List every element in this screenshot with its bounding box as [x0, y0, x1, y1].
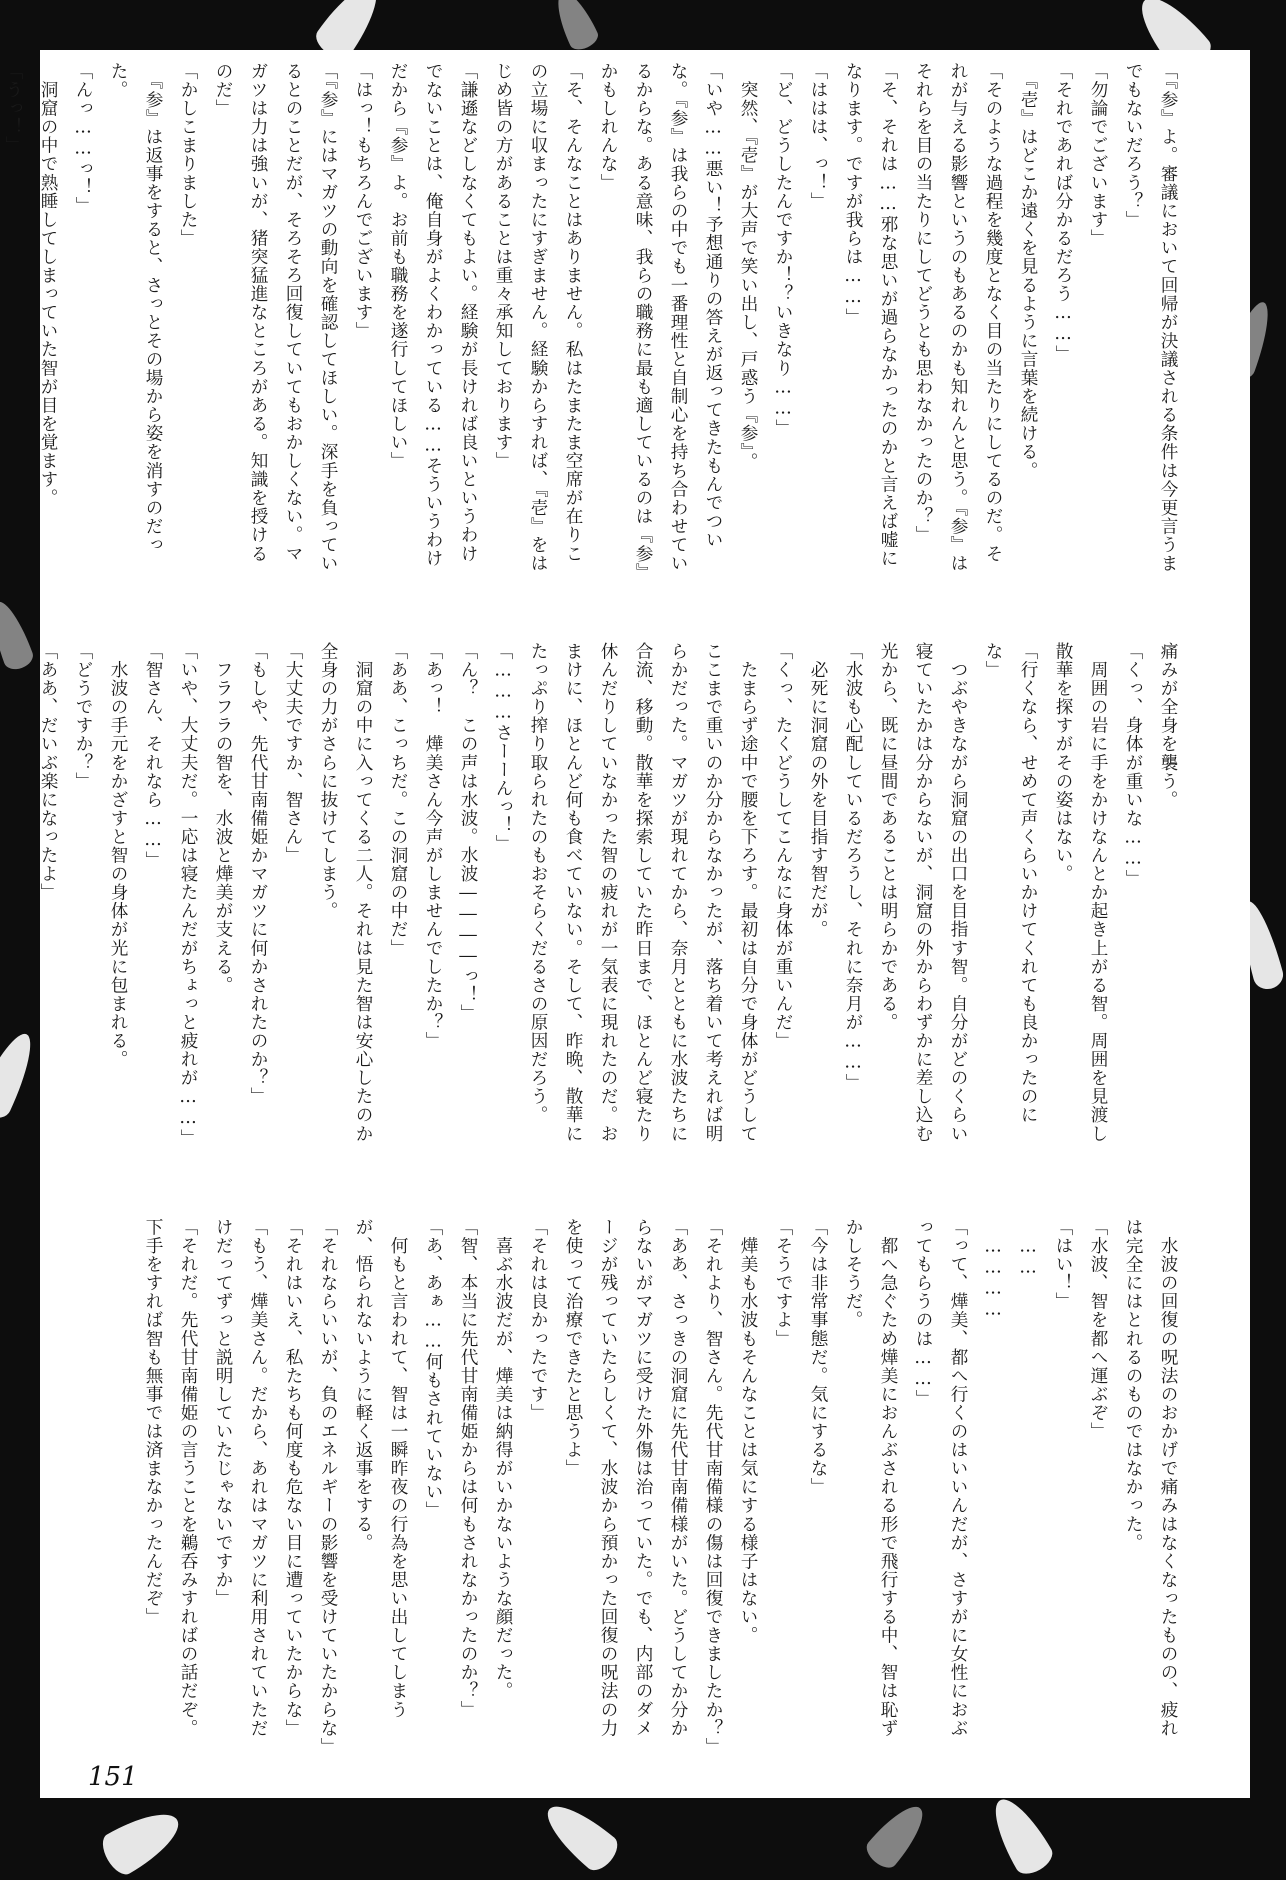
text-block-upper — [3, 62, 1185, 577]
feather-decoration — [97, 1801, 189, 1880]
text-line: 「謙遜などしなくてもよい。経験が長ければ良いというわけでないことは、俺自身がよくわかっている……そういうわけだから『参』よ。お前も職務を遂行してほしい」 — [388, 62, 478, 568]
text-line: 水波の回復の呪法のおかげで痛みはなくなったものの、疲れは完全にはとれるのものではなかった。 — [1123, 1218, 1178, 1738]
text-line: 「もしや、先代甘南備姫かマガツに何かされたのか？」 — [248, 642, 268, 1106]
text-line: 「それは良かったです」 — [528, 1218, 548, 1423]
feather-decoration — [549, 0, 602, 54]
text-line: 「ああ、こっちだ。この洞窟の中だ」 — [388, 642, 408, 958]
text-line: 「智、本当に先代甘南備姫からは何もされなかったのか？」 — [458, 1218, 478, 1719]
text-line: 「ん？ この声は水波。水波――――っ！」 — [458, 642, 478, 1023]
text-line: 「どうですか？」 — [73, 642, 93, 791]
text-line: 「いや、大丈夫だ。一応は寝たんだがちょっと疲れが……」 — [178, 642, 198, 1148]
text-line: 必死に洞窟の外を目指す智だが。 — [808, 642, 828, 939]
text-line: 都へ急ぐため燁美におんぶされる形で飛行する中、智は恥ずかしそうだ。 — [843, 1218, 898, 1738]
text-line: 「かしこまりました」 — [178, 62, 198, 248]
text-line: ………… — [983, 1218, 1003, 1321]
text-line: 痛みが全身を襲う。 — [1158, 642, 1178, 809]
text-line: 「それならいいが、負のエネルギーの影響を受けていたからな」 — [318, 1218, 338, 1756]
text-line: 「『参』よ。審議において回帰が決議される条件は今更言うまでもないだろう？」 — [1123, 62, 1178, 573]
text-line: 「もう、燁美さん。だから、あれはマガツに利用されていただけだってずっと説明していたじゃないですか」 — [213, 1218, 268, 1738]
text-line: 「『参』にはマガツの動向を確認してほしい。深手を負っているとのことだが、そろそろ回復していてもおかしくない。マガツは力は強いが、猪突猛進なところがある。知識を授けるのだ」 — [213, 62, 338, 573]
text-line: 何もと言われて、智は一瞬昨夜の行為を思い出してしまうが、悟られないように軽く返事をする。 — [353, 1218, 408, 1719]
text-line: 「それより、智さん。先代甘南備様の傷は回復できましたか？」 — [703, 1218, 723, 1756]
text-line: 「あ、あぁ……何もされていない」 — [423, 1218, 443, 1520]
text-line: 『壱』はどこか遠くを見るように言葉を続ける。 — [1018, 62, 1038, 480]
text-line: 「大丈夫ですか、智さん」 — [283, 642, 303, 865]
text-line: 「ははは、っ！」 — [808, 62, 828, 211]
text-line: 燁美も水波もそんなことは気にする様子はない。 — [738, 1218, 758, 1645]
text-line: 「行くなら、せめて声くらいかけてくれても良かったのにな」 — [983, 642, 1038, 1125]
text-block-middle — [38, 642, 1185, 1152]
text-line: 『参』は返事をすると、さっとその場から姿を消すのだった。 — [108, 62, 163, 555]
text-line: 「あっ！ 燁美さん今声がしませんでしたか？」 — [423, 642, 443, 1051]
text-line: 「………さーーんっ！」 — [493, 642, 513, 854]
text-line: 「智さん、それなら……」 — [143, 642, 163, 870]
text-line: 「勿論でございます」 — [1088, 62, 1108, 248]
text-line: 「そうですよ」 — [773, 1218, 793, 1348]
text-line: 「ああ、さっきの洞窟に先代甘南備様がいた。どうしてか分からないがマガツに受けた外傷は治っていた。でも、内部のダメージが残っていたらしくて、水波から預かった回復の呪法の力を使って治療できたと思うよ」 — [563, 1218, 688, 1738]
feather-decoration — [862, 1797, 934, 1873]
text-line: 「って、燁美、都へ行くのはいいんだが、さすがに女性におぶってもらうのは……」 — [913, 1218, 968, 1738]
text-line: 「はい！」 — [1053, 1218, 1073, 1311]
text-line: 「それであれば分かるだろう……」 — [1053, 62, 1073, 364]
text-line: 「いや……悪い！予想通りの答えが返ってきたもんでついな。『参』は我らの中でも一番理性と自制心を持ち合わせているからな。ある意味、我らの職務に最も適しているのは『参』かもしれんな」 — [598, 62, 723, 573]
text-line: 「くっ、たくどうしてこんなに身体が重いんだ」 — [773, 642, 793, 1051]
text-line: 「水波も心配しているだろうし、それに奈月が……」 — [843, 642, 863, 1092]
text-line: 「ああ、だいぶ楽になったよ」 — [38, 642, 58, 902]
page-number: 151 — [88, 1762, 138, 1792]
feather-decoration — [983, 1790, 1058, 1879]
text-line: たまらず途中で腰を下ろす。最初は自分で身体がどうしてここまで重いのか分からなかったが、落ち着いて考えれば明らかだった。マガツが現れてから、奈月とともに水波たちに合流、移動。散華を探索していた昨日まで、ほとんど寝たり休んだりしていなかった智の疲れが一気表に現れたのだ。おまけに、ほとんど何も食べていない。そして、昨晩、散華にたっぷり搾り取られたのもおそらくだるさの原因だろう。 — [528, 642, 758, 1143]
text-line: フラフラの智を、水波と燁美が支える。 — [213, 642, 233, 995]
text-line: つぶやきながら洞窟の出口を目指す智。自分がどのくらい寝ていたかは分からないが、洞窟の外からわずかに差し込む光から、既に昼間であることは明らかである。 — [878, 642, 968, 1143]
text-line: 水波の手元をかざすと智の身体が光に包まれる。 — [108, 642, 128, 1069]
text-line: 「水波、智を都へ運ぶぞ」 — [1088, 1218, 1108, 1441]
text-line: 突然、『壱』が大声で笑い出し、戸惑う『参』。 — [738, 62, 758, 472]
text-line: 喜ぶ水波だが、燁美は納得がいかないような顔だった。 — [493, 1218, 513, 1701]
text-line: 洞窟の中に入ってくる二人。それは見た智は安心したのか全身の力がさらに抜けてしまう。 — [318, 642, 373, 1143]
text-line: 「はっ！もちろんでございます」 — [353, 62, 373, 341]
text-line: 「くっ、身体が重いな……」 — [1123, 642, 1143, 888]
text-line: 「そのような過程を幾度となく目の当たりにしてるのだ。それが与える影響というのもあるのかも知れんと思う。『参』はそれらを目の当たりにしてどうとも思わなかったのか？」 — [913, 62, 1003, 573]
text-line: …… — [1018, 1218, 1038, 1279]
text-line: 「うっ！」 — [3, 62, 23, 155]
text-line: 周囲の岩に手をかけなんとか起き上がる智。周囲を見渡し散華を探すがその姿はない。 — [1053, 642, 1108, 1143]
text-line: 「それだ。先代甘南備姫の言うことを鵜呑みすればの話だぞ。下手をすれば智も無事では済まなかったんだぞ」 — [143, 1218, 198, 1738]
text-line: 「そ、そんなことはありません。私はたまたま空席が在りこの立場に収まったにすぎません。経験からすれば、『壱』をはじめ皆の方があることは重々承知しております」 — [493, 62, 583, 573]
text-line: 「今は非常事態だ。気にするな」 — [808, 1218, 828, 1497]
text-line: 「それはいえ、私たちも何度も危ない目に遭っていたからな」 — [283, 1218, 303, 1738]
text-line: 「ど、どうしたんですか！？いきなり……」 — [773, 62, 793, 438]
text-block-lower — [80, 1218, 1185, 1756]
text-line: 「んっ……っ！」 — [73, 62, 93, 216]
feather-decoration — [537, 1794, 624, 1876]
text-line: 「そ、それは……邪な思いが過らなかったのかと言えば嘘になります。ですが我らは……」 — [843, 62, 898, 568]
novel-page — [3, 50, 1250, 1798]
text-line: 洞窟の中で熟睡してしまっていた智が目を覚ます。 — [38, 62, 58, 508]
